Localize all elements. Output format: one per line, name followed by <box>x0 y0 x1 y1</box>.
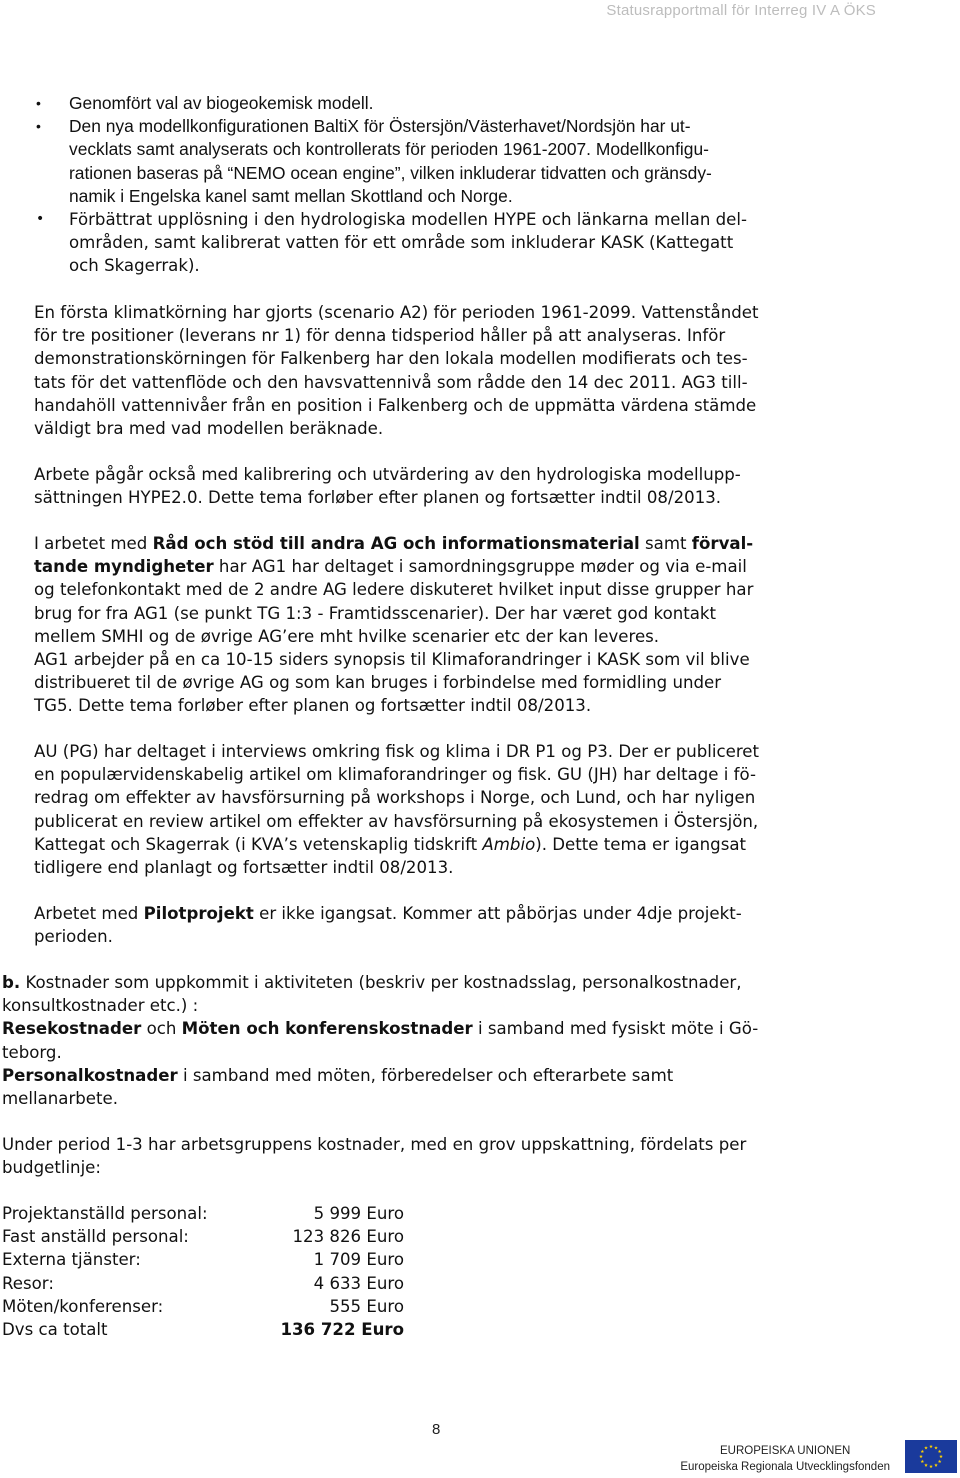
cost-total-row <box>2 1318 422 1341</box>
bullet-item <box>0 208 900 278</box>
cost-label: Fast anställd personal: <box>2 1227 189 1247</box>
eu-footer-text <box>680 1443 890 1475</box>
text-line: Arbetet med Pilotprojekt er ikke igangsat. Kommer att påbörjas under 4dje projekt- <box>34 904 742 923</box>
text-line: sättningen HYPE2.0. Dette tema forløber efter planen og fortsætter indtil 08/2013. <box>34 488 722 508</box>
page-header-title: Statusrapportmall för Interreg IV A ÖKS <box>606 2 876 19</box>
cost-total-value: 136 722 Euro <box>280 1319 404 1339</box>
cost-value: 5 999 Euro <box>313 1204 404 1223</box>
cost-value: 4 633 Euro <box>313 1273 404 1293</box>
cost-value: 555 Euro <box>329 1296 404 1316</box>
text-line: En första klimatkörning har gjorts (scenario A2) för perioden 1961-2099. Vattenståndet <box>34 303 759 322</box>
cost-table <box>2 1202 422 1341</box>
cost-row <box>2 1202 422 1225</box>
text-line: Resekostnader och Möten och konferenskostnader i samband med fysiskt möte i Gö- <box>2 1019 759 1039</box>
text-line: en populærvidenskabelig artikel om klimaforandringer og fisk. GU (JH) har deltage i fö- <box>34 765 756 785</box>
bullet-dot-icon: • <box>36 118 41 135</box>
text-line: tidligere end planlagt og fortsætter indtil 08/2013. <box>34 858 454 878</box>
paragraph-costs <box>2 971 882 1110</box>
cost-label: Externa tjänster: <box>2 1250 141 1270</box>
text-line: handahöll vattennivåer från en position i Falkenberg och de uppmätta värdena stämde <box>34 395 757 415</box>
cost-label: Resor: <box>2 1273 54 1293</box>
text-line: AU (PG) har deltaget i interviews omkring fisk og klima i DR P1 og P3. Der er publiceret <box>34 742 760 761</box>
bullet-dot-icon: • <box>36 211 45 228</box>
text-line: Under period 1-3 har arbetsgruppens kostnader, med en grov uppskattning, fördelats per <box>2 1135 747 1154</box>
text-line: mellem SMHI og de øvrige AG’ere mht hvilke scenarier etc der kan leveres. <box>34 626 660 646</box>
bullet-line: rationen baseras på “NEMO ocean engine”, vilken inkluderar tidvatten och gränsdy- <box>69 162 712 183</box>
bullet-list <box>0 92 900 278</box>
text-line: teborg. <box>2 1042 62 1062</box>
text-line: Arbete pågår också med kalibrering och utvärdering av den hydrologiska modellupp- <box>34 465 741 484</box>
bullet-dot-icon: • <box>36 95 41 111</box>
text-line: demonstrationskörningen för Falkenberg har den lokala modellen modifierats och tes- <box>34 349 748 369</box>
text-line: AG1 arbejder på en ca 10-15 siders synopsis til Klimaforandringer i KASK som vil blive <box>34 650 750 670</box>
paragraph-advice-support <box>34 532 914 718</box>
eu-flag-icon <box>905 1440 957 1473</box>
bullet-line: vecklats samt analyserats och kontrollerats för perioden 1961-2007. Modellkonfigu- <box>69 139 709 160</box>
text-line: budgetlinje: <box>2 1158 101 1178</box>
cost-total-label: Dvs ca totalt <box>2 1319 108 1339</box>
cost-value: 123 826 Euro <box>292 1227 404 1247</box>
text-line: og telefonkontakt med de 2 andre AG ledere diskuteret hvilket input disse grupper har <box>34 580 754 600</box>
text-line: väldigt bra med vad modellen beräknade. <box>34 419 384 439</box>
bullet-line: områden, samt kalibrerat vatten för ett område som inkluderar KASK (Kattegatt <box>69 233 734 253</box>
bullet-line: namik i Engelska kanel samt mellan Skottland och Norge. <box>69 185 513 206</box>
text-line: TG5. Dette tema forløber efter planen og fortsætter indtil 08/2013. <box>34 696 592 716</box>
cost-label: Projektanställd personal: <box>2 1204 208 1223</box>
text-line: publicerat en review artikel om effekter av havsförsurning på ekosystemen i Östersjön, <box>34 811 759 831</box>
text-line: för tre positioner (leverans nr 1) för denna tidsperiod håller på att analyseras. Inför <box>34 326 726 346</box>
cost-label: Möten/konferenser: <box>2 1296 164 1316</box>
bullet-item <box>0 92 900 115</box>
text-line: perioden. <box>34 927 113 947</box>
text-line: I arbetet med Råd och stöd till andra AG och informationsmaterial samt förval- <box>34 534 754 553</box>
paragraph-budget-intro <box>2 1133 882 1179</box>
bullet-line: och Skagerrak). <box>69 256 200 276</box>
cost-row <box>2 1248 422 1271</box>
page-number: 8 <box>432 1421 441 1438</box>
bullet-line: Den nya modellkonfigurationen BaltiX för Östersjön/Västerhavet/Nordsjön har ut- <box>69 116 691 137</box>
paragraph-calibration <box>34 463 914 509</box>
text-line: tats för det vattenflöde och den havsvattennivå som rådde den 14 dec 2011. AG3 till- <box>34 372 748 392</box>
text-line: b. Kostnader som uppkommit i aktiviteten (beskriv per kostnadsslag, personalkostnader, <box>2 973 742 992</box>
eu-fund-label: Europeiska Regionala Utvecklingsfonden <box>680 1461 890 1473</box>
text-line: konsultkostnader etc.) : <box>2 996 199 1016</box>
bullet-item <box>0 115 900 208</box>
cost-row <box>2 1272 422 1295</box>
text-line: redrag om effekter av havsförsurning på workshops i Norge, och Lund, och har nyligen <box>34 788 756 808</box>
text-line: Personalkostnader i samband med möten, förberedelser och efterarbete samt <box>2 1065 674 1085</box>
text-line: Kattegat och Skagerrak (i KVA’s vetenskaplig tidskrift Ambio). Dette tema er igangsat <box>34 834 747 854</box>
text-line: brug for fra AG1 (se punkt TG 1:3 - Framtidsscenarier). Der har været god kontakt <box>34 603 717 623</box>
cost-row <box>2 1295 422 1318</box>
paragraph-outreach <box>34 740 914 879</box>
cost-value: 1 709 Euro <box>313 1250 404 1270</box>
bullet-line: Genomfört val av biogeokemisk modell. <box>69 93 374 113</box>
text-line: mellanarbete. <box>2 1089 119 1109</box>
eu-union-label: EUROPEISKA UNIONEN <box>719 1445 851 1457</box>
text-line: distribueret til de øvrige AG og som kan bruges i forbindelse med formidling under <box>34 673 722 693</box>
paragraph-climate-run <box>34 301 914 440</box>
cost-row <box>2 1225 422 1248</box>
text-line: tande myndigheter har AG1 har deltaget i samordningsgruppe møder og via e-mail <box>34 557 747 577</box>
bullet-line: Förbättrat upplösning i den hydrologiska modellen HYPE och länkarna mellan del- <box>69 210 747 230</box>
paragraph-pilot-project <box>34 902 914 948</box>
